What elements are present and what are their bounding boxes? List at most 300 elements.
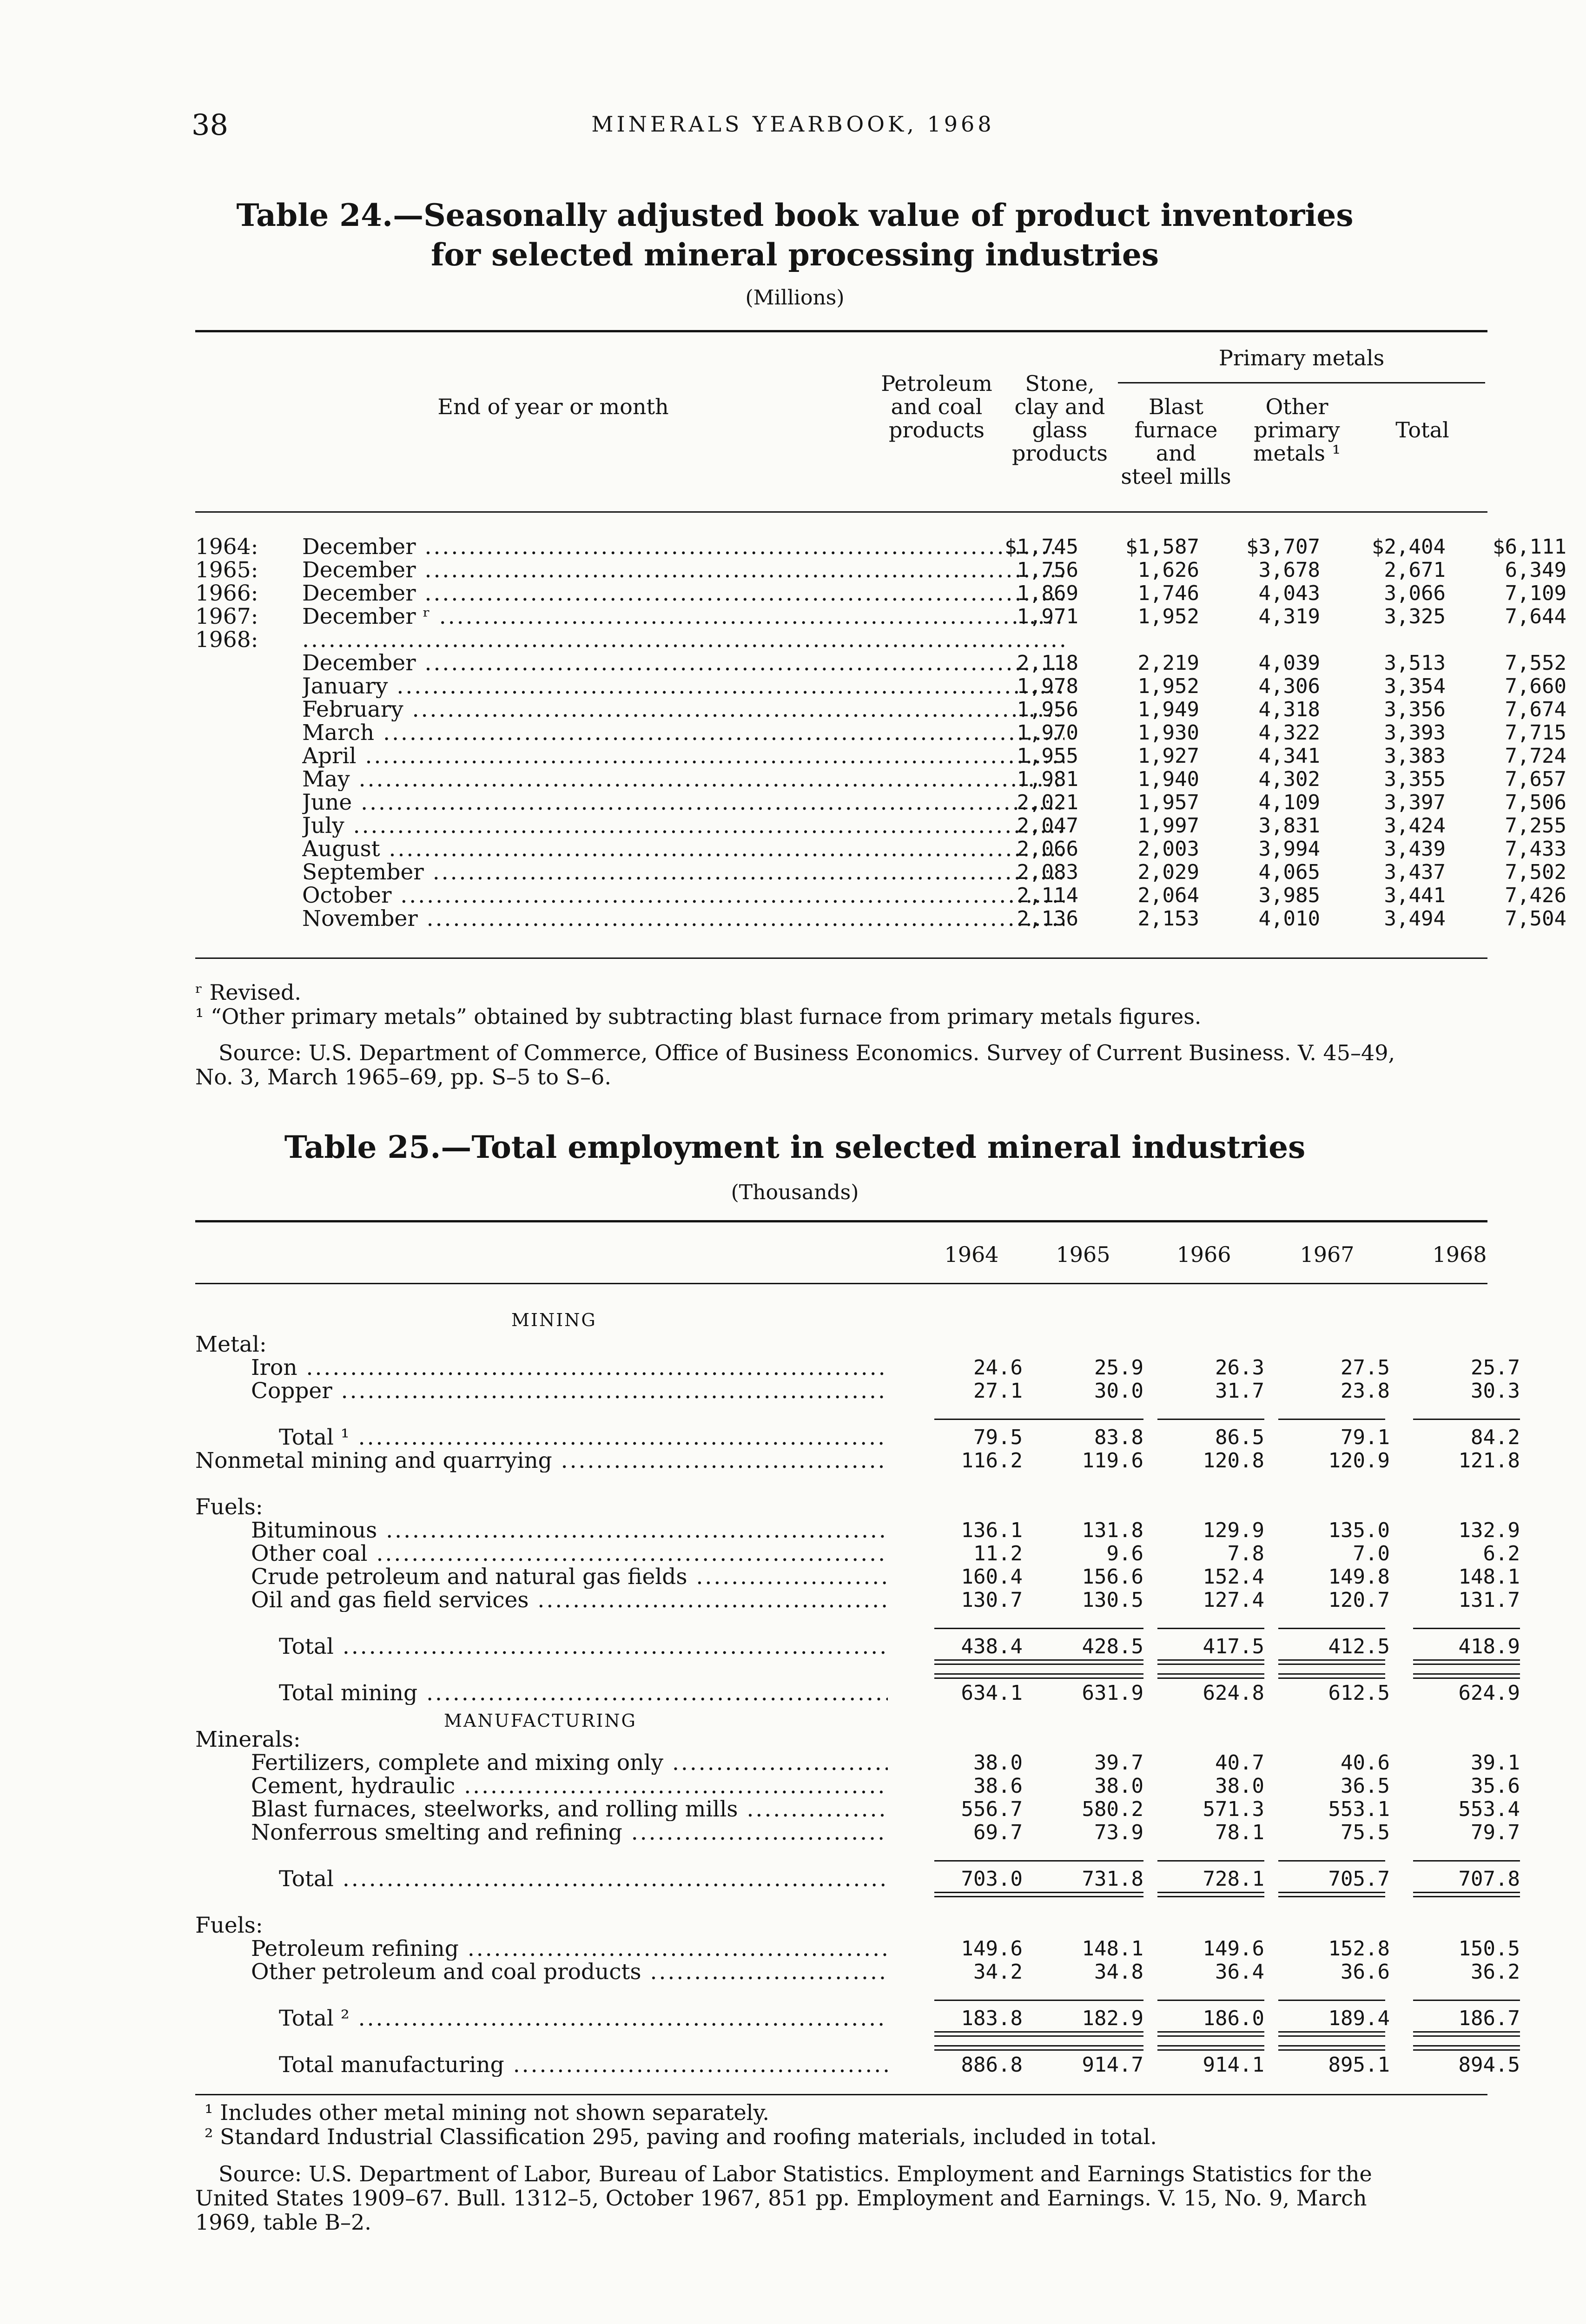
total-rule xyxy=(1037,2045,1143,2047)
value-cell: 3,066 xyxy=(1384,581,1446,605)
value-cell: 914.7 xyxy=(1082,2053,1143,2077)
value-cell: 11.2 xyxy=(973,1542,1023,1565)
section-mining-label: MINING xyxy=(511,1310,597,1330)
value-cell: 1,981 xyxy=(1017,767,1078,791)
value-cell: 7,660 xyxy=(1505,674,1566,698)
value-cell: 129.9 xyxy=(1203,1519,1264,1542)
value-cell: 1,869 xyxy=(1017,581,1078,605)
value-cell: 7,433 xyxy=(1505,837,1566,861)
value-cell: 136.1 xyxy=(961,1519,1023,1542)
value-cell: 130.5 xyxy=(1082,1588,1143,1612)
value-cell: 4,319 xyxy=(1258,605,1320,628)
table24-top-rule xyxy=(195,330,1487,332)
value-cell: 6.2 xyxy=(1483,1542,1520,1565)
value-cell: 3,354 xyxy=(1384,674,1446,698)
value-cell: 69.7 xyxy=(973,1821,1023,1844)
value-cell: 914.1 xyxy=(1203,2053,1264,2077)
value-cell: 7,502 xyxy=(1505,860,1566,884)
value-cell: 2,118 xyxy=(1017,651,1078,675)
row-label: Oil and gas field services ..... xyxy=(251,1589,888,1612)
value-cell: 2,114 xyxy=(1017,884,1078,907)
total-rule xyxy=(1157,1673,1264,1675)
value-cell: 2,219 xyxy=(1137,651,1199,675)
total-rule xyxy=(934,1677,1041,1679)
value-cell: 3,831 xyxy=(1258,814,1320,838)
month-cell: December ..... xyxy=(302,652,1064,675)
value-cell: 182.9 xyxy=(1082,2007,1143,2030)
total-rule xyxy=(1278,2049,1385,2051)
row-label: Nonferrous smelting and refining ..... xyxy=(251,1821,888,1844)
row-label: Petroleum refining ..... xyxy=(251,1937,888,1961)
row-label: Total ..... xyxy=(279,1868,888,1891)
table24-units: (Millions) xyxy=(745,286,845,310)
total-rule xyxy=(1157,1677,1264,1679)
month-cell: May ..... xyxy=(302,768,1064,791)
total-rule xyxy=(1037,1419,1143,1420)
table25-source-line1: Source: U.S. Department of Labor, Bureau of Labor Statistics. Employment and Earnings Statistics for the xyxy=(218,2161,1372,2186)
value-cell: 556.7 xyxy=(961,1797,1023,1821)
value-cell: $3,707 xyxy=(1246,535,1320,559)
value-cell: 7,255 xyxy=(1505,814,1566,838)
table25-row xyxy=(195,1379,1520,1403)
value-cell: 4,109 xyxy=(1258,791,1320,814)
table24-title-line2: for selected mineral processing industries xyxy=(430,237,1159,273)
table24-row xyxy=(195,837,1566,861)
row-label: Other coal ..... xyxy=(251,1542,888,1565)
header-line: Petroleum xyxy=(881,371,992,396)
value-cell: 36.6 xyxy=(1341,1960,1390,1984)
total-rule xyxy=(934,2031,1041,2033)
value-cell: 34.8 xyxy=(1094,1960,1143,1984)
table25-source-line3: 1969, table B–2. xyxy=(195,2210,371,2235)
table25-row xyxy=(195,1914,1487,1937)
value-cell: 127.4 xyxy=(1203,1588,1264,1612)
value-cell: 79.1 xyxy=(1341,1426,1390,1449)
total-rule xyxy=(934,2045,1041,2047)
total-rule xyxy=(1278,2031,1385,2033)
total-rule xyxy=(1413,1896,1520,1897)
table25-row xyxy=(195,1588,1520,1612)
value-cell: 3,678 xyxy=(1258,558,1320,582)
value-cell: 3,397 xyxy=(1384,791,1446,814)
total-rule xyxy=(1157,2035,1264,2037)
total-rule xyxy=(1157,2031,1264,2033)
value-cell: 39.7 xyxy=(1094,1751,1143,1775)
value-cell: 624.9 xyxy=(1458,1681,1520,1705)
header-line: products xyxy=(888,417,985,442)
table24-total-header: Total xyxy=(1395,417,1449,442)
value-cell: 34.2 xyxy=(973,1960,1023,1984)
value-cell: 4,302 xyxy=(1258,767,1320,791)
year-cell: 1965: xyxy=(195,557,258,583)
total-rule xyxy=(934,1659,1041,1661)
month-cell: October ..... xyxy=(302,884,1064,907)
header-line: Blast xyxy=(1148,394,1204,419)
table25-bottom-rule xyxy=(195,2094,1487,2095)
page-number: 38 xyxy=(192,108,228,142)
value-cell: 38.0 xyxy=(973,1751,1023,1775)
value-cell: 120.8 xyxy=(1203,1449,1264,1472)
value-cell: 24.6 xyxy=(973,1356,1023,1380)
value-cell: 40.7 xyxy=(1215,1751,1264,1775)
value-cell: 1,970 xyxy=(1017,721,1078,745)
value-cell: 38.6 xyxy=(973,1774,1023,1798)
month-cell: September ..... xyxy=(302,861,1064,884)
value-cell: 703.0 xyxy=(961,1867,1023,1891)
value-cell: 26.3 xyxy=(1215,1356,1264,1380)
total-rule xyxy=(1278,1628,1385,1629)
value-cell: 886.8 xyxy=(961,2053,1023,2077)
value-cell: 553.4 xyxy=(1458,1797,1520,1821)
table24-row xyxy=(195,651,1566,675)
value-cell: 130.7 xyxy=(961,1588,1023,1612)
header-line: furnace xyxy=(1134,417,1218,442)
value-cell: 4,306 xyxy=(1258,674,1320,698)
total-rule xyxy=(1413,1860,1520,1862)
year-cell: 1966: xyxy=(195,581,258,606)
total-rule xyxy=(1037,1677,1143,1679)
value-cell: 705.7 xyxy=(1328,1867,1390,1891)
value-cell: 1,940 xyxy=(1137,767,1199,791)
total-rule xyxy=(1278,1664,1385,1665)
value-cell: 728.1 xyxy=(1203,1867,1264,1891)
value-cell: 1,756 xyxy=(1017,558,1078,582)
table25-row xyxy=(195,1542,1520,1565)
value-cell: 3,494 xyxy=(1384,907,1446,931)
value-cell: 73.9 xyxy=(1094,1821,1143,1844)
value-cell: 7,109 xyxy=(1505,581,1566,605)
value-cell: 30.3 xyxy=(1471,1379,1520,1403)
value-cell: 7,504 xyxy=(1505,907,1566,931)
total-rule xyxy=(1278,1892,1385,1893)
value-cell: 1,930 xyxy=(1137,721,1199,745)
header-line: Stone, xyxy=(1025,371,1095,396)
value-cell: 39.1 xyxy=(1471,1751,1520,1775)
header-line: and xyxy=(1156,441,1196,466)
month-cell xyxy=(302,628,1064,652)
value-cell: 38.0 xyxy=(1215,1774,1264,1798)
total-rule xyxy=(1037,2031,1143,2033)
value-cell: 3,325 xyxy=(1384,605,1446,628)
row-label: Total ² ..... xyxy=(279,2007,888,2030)
month-cell: December ..... xyxy=(302,535,1064,559)
value-cell: 631.9 xyxy=(1082,1681,1143,1705)
value-cell: 160.4 xyxy=(961,1565,1023,1589)
value-cell: 2,047 xyxy=(1017,814,1078,838)
value-cell: 4,065 xyxy=(1258,860,1320,884)
table25-top-rule xyxy=(195,1220,1487,1222)
value-cell: 6,349 xyxy=(1505,558,1566,582)
total-rule xyxy=(1037,1860,1143,1862)
value-cell: 152.4 xyxy=(1203,1565,1264,1589)
month-cell: March ..... xyxy=(302,721,1064,745)
total-rule xyxy=(1037,1673,1143,1675)
total-rule xyxy=(1278,1896,1385,1897)
table25-row xyxy=(195,1751,1520,1775)
value-cell: 894.5 xyxy=(1458,2053,1520,2077)
value-cell: 7,644 xyxy=(1505,605,1566,628)
value-cell: 40.6 xyxy=(1341,1751,1390,1775)
row-label: Total mining ..... xyxy=(279,1682,888,1705)
table24-footnote-revised: ʳ Revised. xyxy=(195,980,302,1005)
month-cell: January ..... xyxy=(302,675,1064,698)
value-cell: 36.2 xyxy=(1471,1960,1520,1984)
table24-row xyxy=(195,581,1566,606)
total-rule xyxy=(1413,2000,1520,2001)
value-cell: 189.4 xyxy=(1328,2007,1390,2030)
value-cell: 3,424 xyxy=(1384,814,1446,838)
row-label: Copper ..... xyxy=(251,1380,888,1403)
total-rule xyxy=(1278,1419,1385,1420)
table24-source-line2: No. 3, March 1965–69, pp. S–5 to S–6. xyxy=(195,1064,612,1089)
value-cell: 1,956 xyxy=(1017,698,1078,721)
row-label: Blast furnaces, steelworks, and rolling mills ..... xyxy=(251,1798,888,1821)
value-cell: 895.1 xyxy=(1328,2053,1390,2077)
value-cell: 553.1 xyxy=(1328,1797,1390,1821)
table24-bottom-rule xyxy=(195,957,1487,959)
table25-row xyxy=(195,1867,1520,1891)
total-rule xyxy=(1413,2049,1520,2051)
value-cell: 2,029 xyxy=(1137,860,1199,884)
year-cell: 1968: xyxy=(195,627,258,653)
row-label: Nonmetal mining and quarrying ..... xyxy=(195,1449,888,1472)
table24-stub-header: End of year or month xyxy=(437,394,669,419)
month-cell: February ..... xyxy=(302,698,1064,721)
table25-row xyxy=(195,1937,1520,1961)
value-cell: 7,552 xyxy=(1505,651,1566,675)
month-cell: December ..... xyxy=(302,582,1064,605)
total-rule xyxy=(1413,1892,1520,1893)
total-rule xyxy=(1278,1860,1385,1862)
row-label: Cement, hydraulic ..... xyxy=(251,1775,888,1798)
value-cell: 4,318 xyxy=(1258,698,1320,721)
value-cell: 7.0 xyxy=(1353,1542,1390,1565)
value-cell: 25.7 xyxy=(1471,1356,1520,1380)
value-cell: $1,745 xyxy=(1004,535,1078,559)
value-cell: 121.8 xyxy=(1458,1449,1520,1472)
table25-footnote-1: ¹ Includes other metal mining not shown separately. xyxy=(205,2100,769,2125)
table25-row xyxy=(195,1519,1520,1542)
value-cell: $2,404 xyxy=(1372,535,1446,559)
total-rule xyxy=(1037,1664,1143,1665)
value-cell: 2,003 xyxy=(1137,837,1199,861)
total-rule xyxy=(1037,1896,1143,1897)
table24-row xyxy=(195,814,1566,838)
value-cell: 1,952 xyxy=(1137,674,1199,698)
value-cell: 86.5 xyxy=(1215,1426,1264,1449)
value-cell: 186.0 xyxy=(1203,2007,1264,2030)
total-rule xyxy=(1037,1892,1143,1893)
total-rule xyxy=(1278,1673,1385,1675)
table24-source-line1: Source: U.S. Department of Commerce, Office of Business Economics. Survey of Current Business. V. 45–49, xyxy=(218,1040,1395,1065)
value-cell: 119.6 xyxy=(1082,1449,1143,1472)
total-rule xyxy=(1413,2045,1520,2047)
total-rule xyxy=(1037,2000,1143,2001)
table24-row xyxy=(195,557,1566,583)
total-rule xyxy=(1413,1677,1520,1679)
value-cell: 1,978 xyxy=(1017,674,1078,698)
table25-row xyxy=(195,1960,1520,1984)
value-cell: 7.8 xyxy=(1227,1542,1264,1565)
value-cell: 2,153 xyxy=(1137,907,1199,931)
total-rule xyxy=(1037,2035,1143,2037)
value-cell: 36.5 xyxy=(1341,1774,1390,1798)
total-rule xyxy=(1413,2031,1520,2033)
running-head: MINERALS YEARBOOK, 1968 xyxy=(591,112,995,137)
value-cell: 438.4 xyxy=(961,1635,1023,1658)
year-header: 1967 xyxy=(1300,1242,1355,1267)
row-label: Minerals: xyxy=(195,1728,301,1751)
value-cell: 612.5 xyxy=(1328,1681,1390,1705)
value-cell: 412.5 xyxy=(1328,1635,1390,1658)
table25-row xyxy=(195,1496,1487,1519)
table24-row xyxy=(195,604,1566,629)
table24-footnote-1: ¹ “Other primary metals” obtained by subtracting blast furnace from primary metals figures. xyxy=(195,1004,1202,1029)
header-line: and coal xyxy=(891,394,983,419)
value-cell: 30.0 xyxy=(1094,1379,1143,1403)
table24-row xyxy=(195,884,1566,907)
value-cell: 186.7 xyxy=(1458,2007,1520,2030)
total-rule xyxy=(1157,2000,1264,2001)
header-line: clay and xyxy=(1014,394,1105,419)
value-cell: 1,927 xyxy=(1137,744,1199,768)
value-cell: 120.9 xyxy=(1328,1449,1390,1472)
table24-other-header xyxy=(1236,395,1357,465)
header-line: metals ¹ xyxy=(1253,441,1341,466)
row-label: Fuels: xyxy=(195,1914,263,1937)
table24-petroleum-header xyxy=(869,372,1004,442)
row-label: Crude petroleum and natural gas fields ..... xyxy=(251,1565,888,1589)
value-cell: 634.1 xyxy=(961,1681,1023,1705)
total-rule xyxy=(934,1896,1041,1897)
value-cell: 3,441 xyxy=(1384,884,1446,907)
table25-row xyxy=(195,1426,1520,1449)
value-cell: 4,043 xyxy=(1258,581,1320,605)
year-header: 1965 xyxy=(1056,1242,1110,1267)
year-cell: 1964: xyxy=(195,534,258,560)
total-rule xyxy=(1278,1659,1385,1661)
table25-row xyxy=(195,1356,1520,1380)
table24-blast-header xyxy=(1116,395,1236,488)
value-cell: 7,674 xyxy=(1505,698,1566,721)
month-cell: November ..... xyxy=(302,907,1064,931)
table25-row xyxy=(195,2007,1520,2030)
total-rule xyxy=(1413,2035,1520,2037)
total-rule xyxy=(934,2049,1041,2051)
row-label: Total manufacturing ..... xyxy=(279,2053,888,2077)
total-rule xyxy=(1037,1628,1143,1629)
value-cell: 183.8 xyxy=(961,2007,1023,2030)
value-cell: 150.5 xyxy=(1458,1937,1520,1961)
value-cell: 78.1 xyxy=(1215,1821,1264,1844)
value-cell: 3,439 xyxy=(1384,837,1446,861)
value-cell: 624.8 xyxy=(1203,1681,1264,1705)
table25-row xyxy=(195,1333,1487,1356)
table24-row xyxy=(195,791,1566,814)
table25-row xyxy=(195,1774,1520,1798)
value-cell: 27.1 xyxy=(973,1379,1023,1403)
total-rule xyxy=(1037,2049,1143,2051)
total-rule xyxy=(1413,1673,1520,1675)
table25-row xyxy=(195,1821,1520,1844)
value-cell: 156.6 xyxy=(1082,1565,1143,1589)
table25-row xyxy=(195,1797,1520,1821)
value-cell: 75.5 xyxy=(1341,1821,1390,1844)
value-cell: 2,136 xyxy=(1017,907,1078,931)
value-cell: 116.2 xyxy=(961,1449,1023,1472)
value-cell: 3,356 xyxy=(1384,698,1446,721)
total-rule xyxy=(1157,1628,1264,1629)
total-rule xyxy=(1278,1677,1385,1679)
total-rule xyxy=(1157,1892,1264,1893)
table24-header-rule xyxy=(195,511,1487,513)
value-cell: 580.2 xyxy=(1082,1797,1143,1821)
table24-row xyxy=(195,698,1566,721)
value-cell: 7,657 xyxy=(1505,767,1566,791)
value-cell: 571.3 xyxy=(1203,1797,1264,1821)
value-cell: 149.8 xyxy=(1328,1565,1390,1589)
year-header: 1966 xyxy=(1176,1242,1231,1267)
value-cell: 3,437 xyxy=(1384,860,1446,884)
value-cell: 79.7 xyxy=(1471,1821,1520,1844)
header-line: Other xyxy=(1265,394,1328,419)
table25-row xyxy=(195,1681,1520,1705)
value-cell: 149.6 xyxy=(961,1937,1023,1961)
value-cell: 84.2 xyxy=(1471,1426,1520,1449)
value-cell: 120.7 xyxy=(1328,1588,1390,1612)
value-cell: 2,066 xyxy=(1017,837,1078,861)
value-cell: 3,383 xyxy=(1384,744,1446,768)
value-cell: 35.6 xyxy=(1471,1774,1520,1798)
value-cell: 38.0 xyxy=(1094,1774,1143,1798)
value-cell: 9.6 xyxy=(1106,1542,1143,1565)
total-rule xyxy=(1157,2045,1264,2047)
value-cell: $1,587 xyxy=(1125,535,1199,559)
header-line: steel mills xyxy=(1121,464,1231,489)
year-cell: 1967: xyxy=(195,604,258,629)
value-cell: 27.5 xyxy=(1341,1356,1390,1380)
total-rule xyxy=(934,1892,1041,1893)
total-rule xyxy=(1413,1664,1520,1665)
value-cell: 2,021 xyxy=(1017,791,1078,814)
header-line: products xyxy=(1011,441,1108,466)
value-cell: 131.7 xyxy=(1458,1588,1520,1612)
value-cell: 23.8 xyxy=(1341,1379,1390,1403)
value-cell: 4,341 xyxy=(1258,744,1320,768)
total-rule xyxy=(1278,2000,1385,2001)
table24-row xyxy=(195,674,1566,698)
value-cell: 152.8 xyxy=(1328,1937,1390,1961)
value-cell: 3,985 xyxy=(1258,884,1320,907)
value-cell: 2,064 xyxy=(1137,884,1199,907)
row-label: Fuels: xyxy=(195,1496,263,1519)
year-header: 1968 xyxy=(1432,1242,1487,1267)
row-label: Fertilizers, complete and mixing only ..... xyxy=(251,1751,888,1775)
value-cell: 7,426 xyxy=(1505,884,1566,907)
table25-row xyxy=(195,2053,1520,2077)
primary-metals-rule xyxy=(1118,382,1485,383)
value-cell: 25.9 xyxy=(1094,1356,1143,1380)
row-label: Other petroleum and coal products ..... xyxy=(251,1961,888,1984)
value-cell: 4,322 xyxy=(1258,721,1320,745)
table25-row xyxy=(195,1635,1520,1658)
table24-row xyxy=(195,628,1487,652)
total-rule xyxy=(934,2035,1041,2037)
total-rule xyxy=(1157,1896,1264,1897)
total-rule xyxy=(1157,1664,1264,1665)
total-rule xyxy=(1413,1419,1520,1420)
table24-row xyxy=(195,907,1566,931)
